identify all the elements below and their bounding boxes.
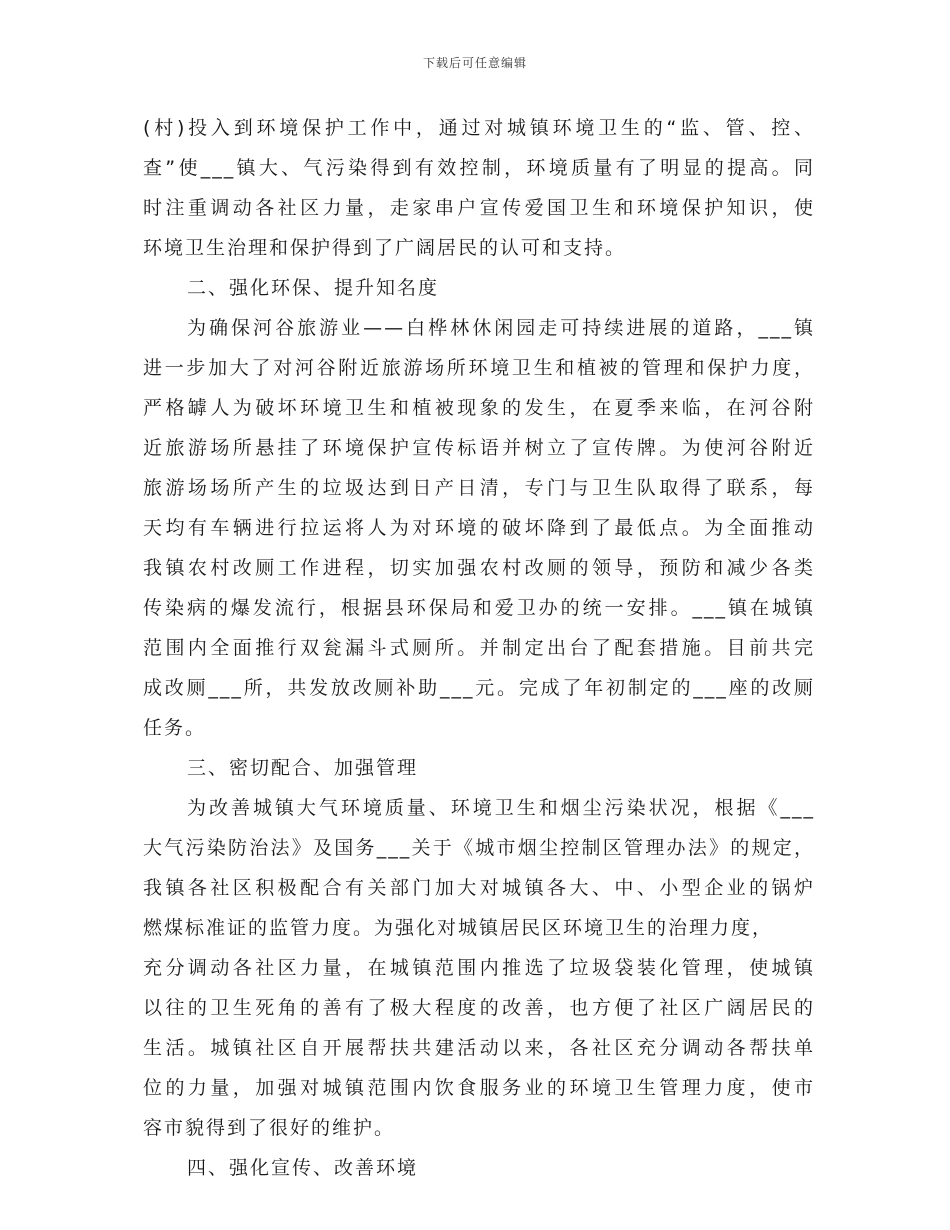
text-line: 时注重调动各社区力量，走家串户宣传爱国卫生和环境保护知识，使: [143, 197, 815, 219]
text-line: 为改善城镇大气环境质量、环境卫生和烟尘污染状况，根据《___: [187, 797, 815, 819]
text-line: 近旅游场所悬挂了环境保护宣传标语并树立了宣传牌。为使河谷附近: [143, 437, 815, 459]
section-heading: 三、密切配合、加强管理: [187, 757, 419, 779]
text-line: 天均有车辆进行拉运将人为对环境的破坏降到了最低点。为全面推动: [143, 517, 815, 539]
paragraph: [143, 108, 815, 268]
text-line: 以往的卫生死角的善有了极大程度的改善，也方便了社区广阔居民的: [143, 997, 815, 1019]
text-line: 进一步加大了对河谷附近旅游场所环境卫生和植被的管理和保护力度，: [143, 357, 815, 379]
text-line: 任务。: [143, 717, 207, 739]
text-line: 为确保河谷旅游业——白桦林休闲园走可持续进展的道路，___镇: [187, 317, 815, 339]
text-line: 范围内全面推行双瓮漏斗式厕所。并制定出台了配套措施。目前共完: [143, 637, 815, 659]
section-heading: 二、强化环保、提升知名度: [187, 277, 440, 299]
page-header: 下载后可任意编辑: [422, 56, 527, 70]
text-line: 充分调动各社区力量，在城镇范围内推选了垃圾袋装化管理，使城镇: [143, 957, 815, 979]
text-line: 传染病的爆发流行，根据县环保局和爱卫办的统一安排。___镇在城镇: [143, 597, 815, 619]
text-line: 燃煤标准证的监管力度。为强化对城镇居民区环境卫生的治理力度，: [143, 917, 774, 939]
text-line: 我镇各社区积极配合有关部门加大对城镇各大、中、小型企业的锅炉: [143, 877, 815, 899]
text-line: (村)投入到环境保护工作中，通过对城镇环境卫生的“监、管、控、: [143, 117, 815, 139]
text-line: 查”使___镇大、气污染得到有效控制，环境质量有了明显的提高。同: [143, 157, 815, 179]
text-line: 成改厕___所，共发放改厕补助___元。完成了年初制定的___座的改厕: [143, 677, 815, 699]
text-line: 位的力量，加强对城镇范围内饮食服务业的环境卫生管理力度，使市: [143, 1077, 815, 1099]
text-line: 旅游场场所产生的垃圾达到日产日清，专门与卫生队取得了联系，每: [143, 477, 815, 499]
document-body: [143, 108, 815, 1188]
text-line: 环境卫生治理和保护得到了广阔居民的认可和支持。: [143, 237, 627, 259]
paragraph: [143, 788, 815, 1148]
section-heading: 四、强化宣传、改善环境: [187, 1157, 419, 1179]
text-line: 大气污染防治法》及国务___关于《城市烟尘控制区管理办法》的规定，: [143, 837, 815, 859]
paragraph: [143, 308, 815, 748]
text-line: 我镇农村改厕工作进程，切实加强农村改厕的领导，预防和减少各类: [143, 557, 815, 579]
text-line: 严格罅人为破坏环境卫生和植被现象的发生，在夏季来临，在河谷附: [143, 397, 815, 419]
text-line: 生活。城镇社区自开展帮扶共建活动以来，各社区充分调动各帮扶单: [143, 1037, 815, 1059]
text-line: 容市貌得到了很好的维护。: [143, 1117, 396, 1139]
